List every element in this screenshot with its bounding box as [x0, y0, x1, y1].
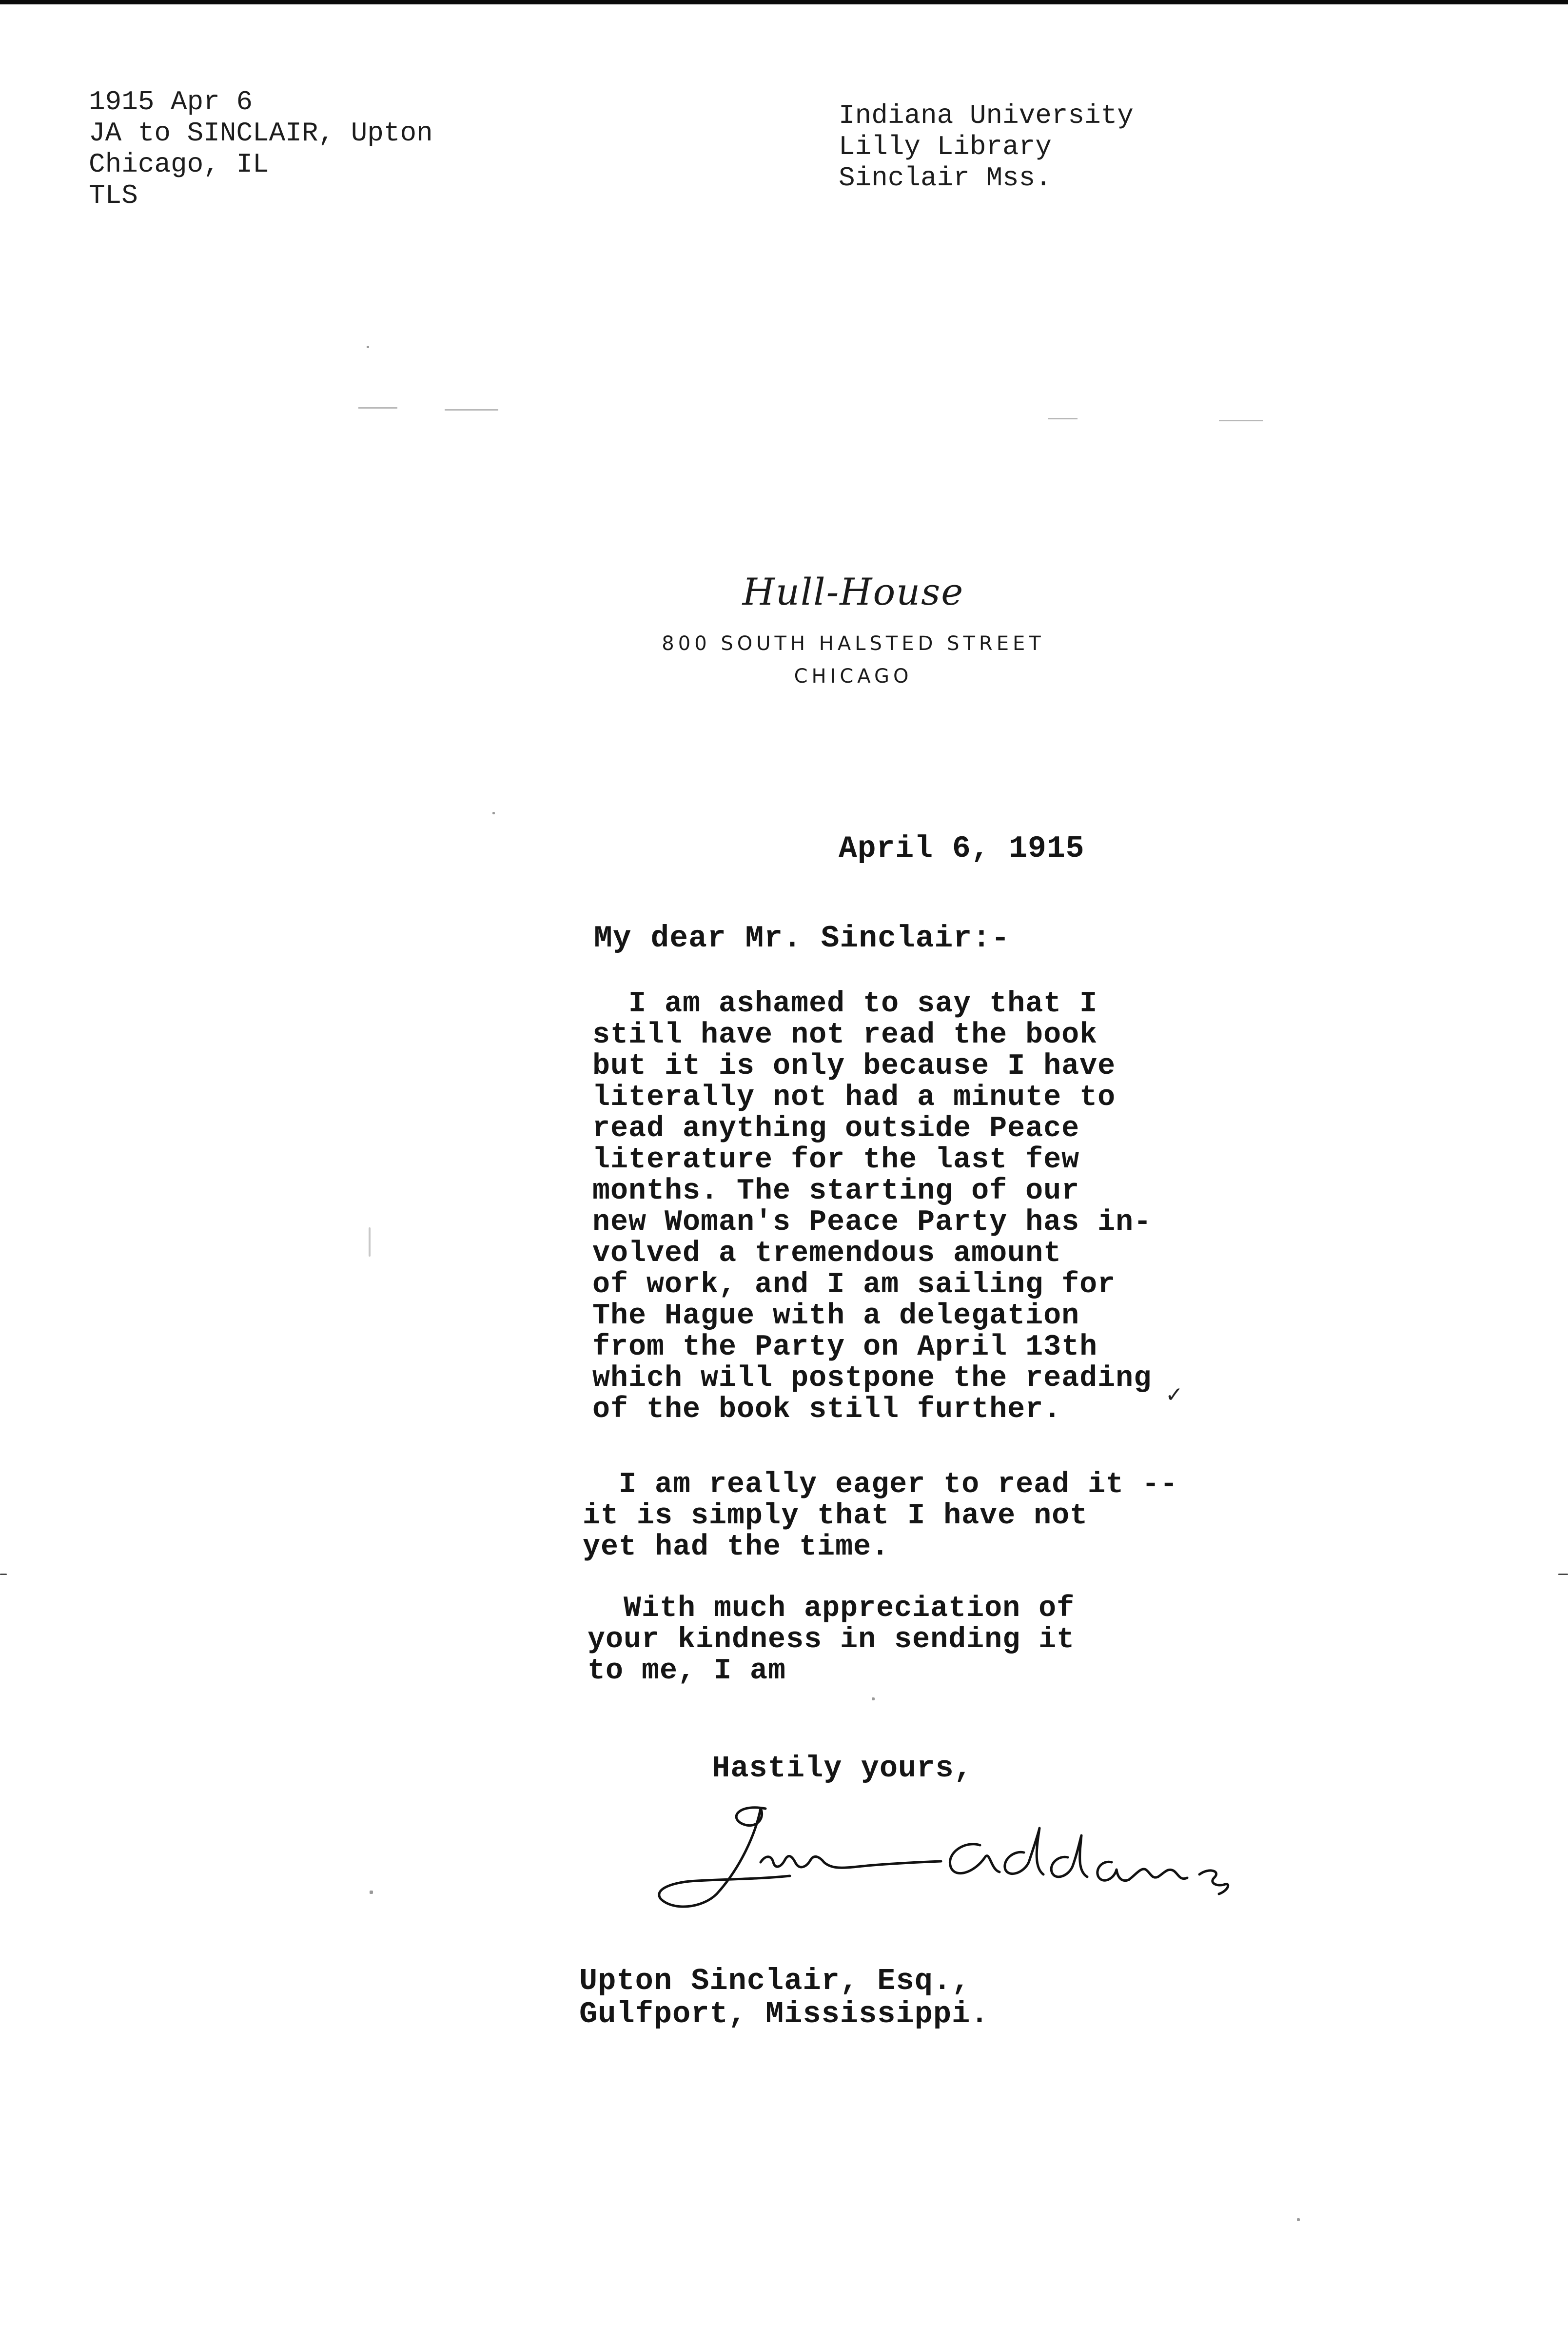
closing: Hastily yours,: [712, 1751, 973, 1786]
body-line: months. The starting of our: [592, 1175, 1080, 1208]
body-line: read anything outside Peace: [592, 1112, 1080, 1145]
body-line: your kindness in sending it: [588, 1623, 1075, 1656]
body-line: I am ashamed to say that I: [592, 987, 1098, 1021]
body-line: The Hague with a delegation: [592, 1300, 1080, 1333]
check-mark-icon: ✓: [1165, 1382, 1183, 1407]
scan-speck: [872, 1697, 875, 1700]
recipient-name: Upton Sinclair, Esq.,: [579, 1964, 971, 1998]
scan-speck: [370, 1891, 373, 1894]
letterhead-city: CHICAGO: [794, 665, 913, 688]
scan-mark: [1048, 418, 1078, 419]
catalog-place: Chicago, IL: [89, 149, 269, 180]
letter-date: April 6, 1915: [839, 831, 1085, 866]
body-line: I am really eager to read it --: [583, 1468, 1178, 1501]
catalog-type: TLS: [89, 180, 138, 211]
body-line: With much appreciation of: [588, 1592, 1075, 1625]
scan-speck: [369, 1227, 371, 1257]
scan-mark: [1219, 420, 1263, 421]
body-line: still have not read the book: [592, 1019, 1098, 1052]
scan-mark: [358, 407, 397, 409]
body-line: to me, I am: [588, 1655, 786, 1688]
catalog-info-left: [89, 86, 433, 211]
body-paragraph-2: [583, 1469, 1178, 1563]
catalog-info-right: [839, 100, 1134, 194]
body-line: volved a tremendous amount: [592, 1237, 1062, 1270]
salutation: My dear Mr. Sinclair:-: [594, 921, 1010, 956]
catalog-institution: Indiana University: [839, 100, 1134, 131]
recipient-address: [579, 1965, 989, 2031]
catalog-library: Lilly Library: [839, 131, 1052, 162]
scan-speck: [1558, 1574, 1568, 1575]
catalog-date: 1915 Apr 6: [89, 86, 253, 118]
body-line: it is simply that I have not: [583, 1499, 1088, 1533]
body-line: literature for the last few: [592, 1143, 1080, 1177]
body-line: from the Party on April 13th: [592, 1331, 1098, 1364]
signature: [644, 1789, 1258, 1916]
scan-speck: [0, 1574, 7, 1575]
scan-mark: [445, 409, 498, 411]
scan-speck: [1297, 2218, 1300, 2221]
body-line: but it is only because I have: [592, 1050, 1116, 1083]
letterhead-street: 800 SOUTH HALSTED STREET: [662, 632, 1045, 655]
body-line: new Woman's Peace Party has in-: [592, 1206, 1152, 1239]
body-line: literally not had a minute to: [592, 1081, 1116, 1114]
body-line: of work, and I am sailing for: [592, 1268, 1116, 1301]
body-line: yet had the time.: [583, 1531, 890, 1564]
body-paragraph-1: [592, 988, 1152, 1425]
letterhead-name: Hull-House: [742, 570, 964, 613]
catalog-correspondents: JA to SINCLAIR, Upton: [89, 118, 433, 149]
body-paragraph-3: [588, 1593, 1075, 1687]
scan-speck: [492, 812, 495, 814]
scan-speck: [367, 346, 369, 348]
catalog-collection: Sinclair Mss.: [839, 162, 1052, 194]
body-line: of the book still further.: [592, 1393, 1062, 1426]
body-line: which will postpone the reading: [592, 1362, 1152, 1395]
recipient-location: Gulfport, Mississippi.: [579, 1997, 989, 2031]
